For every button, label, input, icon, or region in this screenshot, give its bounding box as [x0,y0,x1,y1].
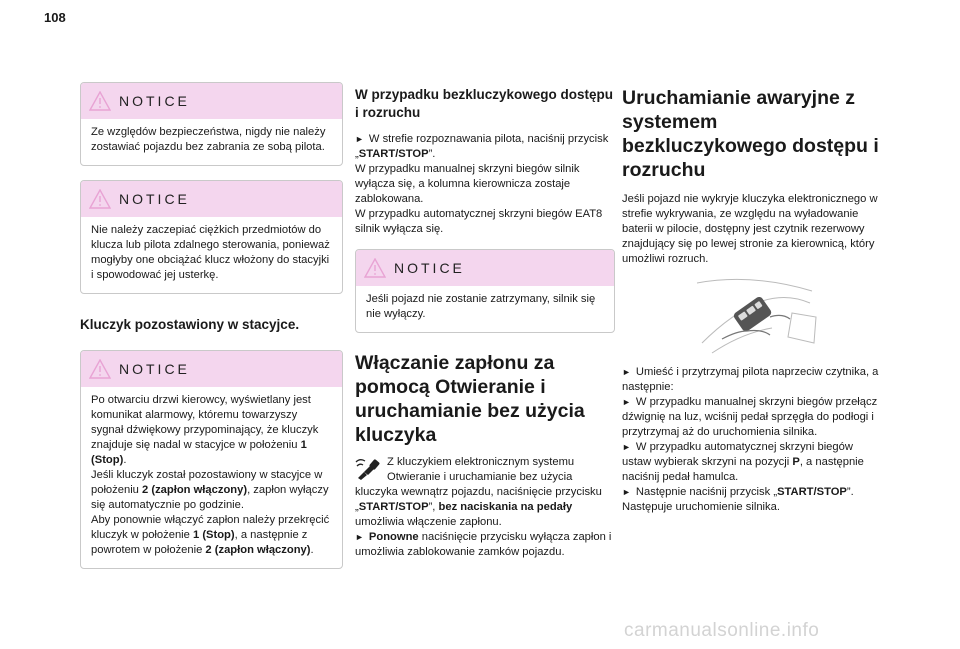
bullet-arrow-icon: ► [622,397,631,407]
column-middle [355,86,615,560]
body-text: Z kluczykiem elektronicznym systemu Otwieranie i uruchamianie bez użycia kluczyka wewnątrz pojazdu, naciśnięcie przycisku „START/STOP”, bez naciskania na pedały umożliwia włączenie zapłonu. ► Ponowne naciśnięcie przycisku wyłącza zapłon i umożliwia zablokowanie zamków pojazdu. [355,456,612,558]
notice-title: NOTICE [119,191,190,207]
notice-header [81,83,342,119]
backup-reader-illustration [692,273,818,357]
notice-header [356,250,614,286]
notice-box [80,180,343,294]
notice-title: NOTICE [394,260,465,276]
notice-text: Nie należy zaczepiać ciężkich przedmiotów do klucza lub pilota zdalnego sterowania, ponieważ mogłyby one obciążać klucz włożony do stacyjki i spowodować jej usterkę. [91,224,330,281]
bullet-arrow-icon: ► [355,134,364,144]
warning-triangle-icon [364,258,386,278]
key-hand-icon [355,457,381,481]
column-left [80,82,343,581]
bullet-arrow-icon: ► [355,532,364,542]
notice-box [80,82,343,166]
notice-box [80,350,343,569]
instruction-steps: ► Umieść i przytrzymaj pilota naprzeciw czytnika, a następnie: ► W przypadku manualnej skrzyni biegów przełącz dźwignię na luz, wciśnij pedał sprzęgła do podłogi i przytrzymaj aż do uruchomienia silnika. ► W przypadku automatycznej skrzyni biegów ustaw wybierak skrzyni na pozycji P, a następnie naciśnij pedał hamulca. ► Następnie naciśnij przycisk „START/STOP”. Następuje uruchomienie silnika. [622,366,879,513]
column-right [622,86,884,515]
section-heading: Uruchamianie awaryjne z systemem bezkluczykowego dostępu i rozruchu [622,87,879,181]
section-heading: Kluczyk pozostawiony w stacyjce. [80,317,300,332]
notice-text: Ze względów bezpieczeństwa, nigdy nie należy zostawiać pojazdu bez zabrania ze sobą pilota. [91,126,326,153]
notice-title: NOTICE [119,361,190,377]
notice-text: Jeśli pojazd nie zostanie zatrzymany, silnik się nie wyłączy. [366,293,596,320]
section-heading: Włączanie zapłonu za pomocą Otwieranie i uruchamianie bez użycia kluczyka [355,352,585,446]
bullet-arrow-icon: ► [622,442,631,452]
warning-triangle-icon [89,189,111,209]
bullet-arrow-icon: ► [622,487,631,497]
notice-box [355,249,615,333]
body-text: Jeśli pojazd nie wykryje kluczyka elektronicznego w strefie wykrywania, ze względu na wyładowanie baterii w pilocie, dostępny jest czytnik rezerwowy znajdujący się po lewej stronie za kierownicą, który umożliwi rozruch. [622,193,878,265]
body-text: ► W strefie rozpoznawania pilota, naciśnij przycisk „START/STOP”. W przypadku manualnej skrzyni biegów silnik wyłącza się, a kolumna kierownicza zostaje zablokowana. W przypadku automatycznej skrzyni biegów EAT8 silnik wyłącza się. [355,133,609,235]
notice-text: Po otwarciu drzwi kierowcy, wyświetlany jest komunikat alarmowy, któremu towarzyszy sygnał dźwiękowy przypominający, że kluczyk znajduje się nadal w stacyjce w położeniu 1 (Stop). Jeśli kluczyk został pozostawiony w stacyjce w położeniu 2 (zapłon włączony), zapłon wyłączy się automatycznie po godzinie. Aby ponownie włączyć zapłon należy przekręcić kluczyk w położenie 1 (Stop), a następnie z powrotem w położenie 2 (zapłon włączony). [91,394,330,556]
notice-header [81,181,342,217]
page-number: 108 [44,10,66,25]
warning-triangle-icon [89,91,111,111]
warning-triangle-icon [89,359,111,379]
notice-header [81,351,342,387]
notice-title: NOTICE [119,93,190,109]
bullet-arrow-icon: ► [622,367,631,377]
watermark: carmanualsonline.info [624,620,820,641]
section-heading: W przypadku bezkluczykowego dostępu i rozruchu [355,87,614,120]
